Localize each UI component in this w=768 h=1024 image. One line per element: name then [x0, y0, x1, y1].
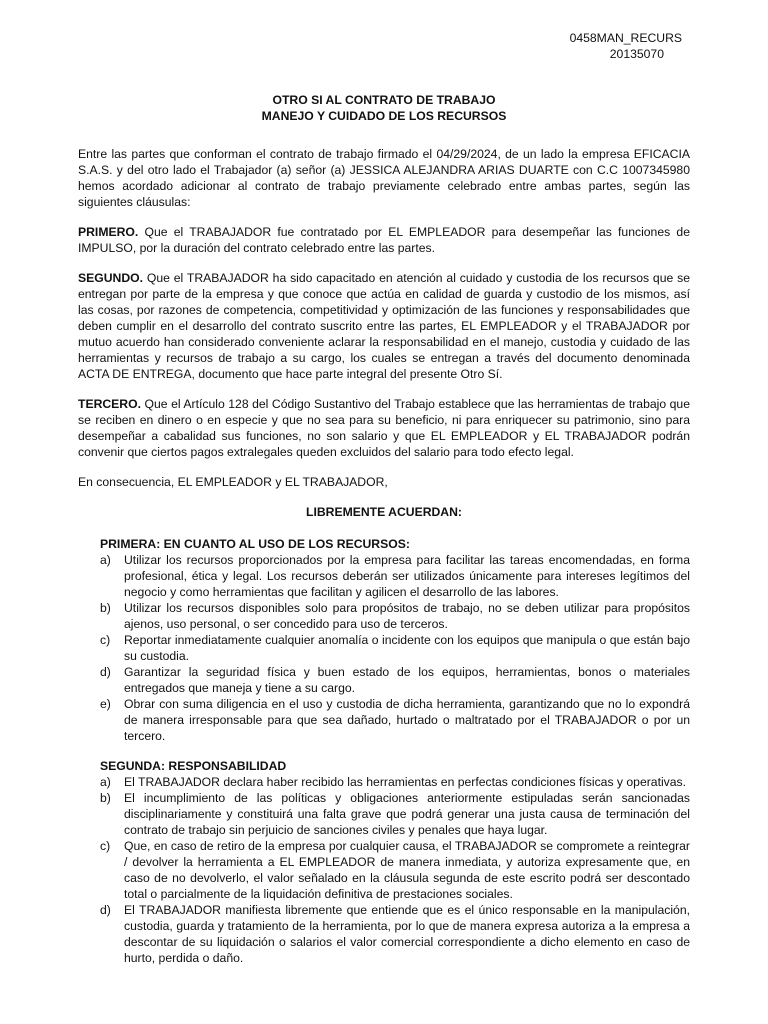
list-item-text: Obrar con suma diligencia en el uso y custodia de dicha herramienta, garantizando que no lo expondrá de manera irresponsable para que sea dañado, hurtado o maltratado por el TRABAJADOR o por un tercero.	[124, 697, 690, 743]
list-marker: d)	[100, 665, 111, 679]
list-marker: a)	[100, 553, 111, 567]
list-item	[100, 790, 690, 838]
list-marker: d)	[100, 903, 111, 917]
document-code-line-1: 0458MAN_RECURS	[569, 31, 682, 45]
clause-label: SEGUNDO.	[78, 271, 144, 285]
document-code-line-2: 20135070	[609, 47, 664, 61]
document-code	[78, 30, 690, 62]
clause-text: Que el TRABAJADOR fue contratado por EL EMPLEADOR para desempeñar las funciones de IMPULSO, por la duración del contrato celebrado entre las partes.	[78, 225, 690, 255]
list-item-text: Reportar inmediatamente cualquier anomalía o incidente con los equipos que manipula o que están bajo su custodia.	[124, 633, 690, 663]
list-item-text: El TRABAJADOR manifiesta libremente que entiende que es el único responsable en la manipulación, custodia, guarda y tratamiento de la herramienta, por lo que de manera expresa autoriza a la empresa a descontar de su liquidación o salarios el valor comercial correspondiente a dicho elemento en caso de hurto, perdida o daño.	[124, 903, 690, 965]
clause-label: PRIMERO.	[78, 225, 139, 239]
list-item	[100, 664, 690, 696]
list-item-text: El TRABAJADOR declara haber recibido las herramientas en perfectas condiciones físicas y operativas.	[124, 775, 687, 789]
list-item-text: Que, en caso de retiro de la empresa por cualquier causa, el TRABAJADOR se compromete a reintegrar / devolver la herramienta a EL EMPLEADOR de manera inmediata, y autoriza expresamente que, en caso de no devolverlo, el valor señalado en la cláusula segunda de este escrito podrá ser descontado total o parcialmente de la liquidación definitiva de prestaciones sociales.	[124, 839, 690, 901]
title-line-1: OTRO SI AL CONTRATO DE TRABAJO	[272, 93, 496, 107]
clause-text: Que el Artículo 128 del Código Sustantivo del Trabajo establece que las herramientas de trabajo que se reciben en dinero o en especie y que no sea para su beneficio, ni para enriquecer su patrimonio, sino para desempeñar a cabalidad sus funciones, no son salario y que EL EMPLEADOR y EL TRABAJADOR podrán convenir que ciertos pagos extralegales queden excluidos del salario para todo efecto legal.	[78, 397, 690, 459]
list-item-text: Utilizar los recursos proporcionados por la empresa para facilitar las tareas encomendadas, en forma profesional, ética y legal. Los recursos deberán ser utilizados únicamente para intereses legítimos del negocio y como herramientas que facilitan y agilicen el desarrollo de las labores.	[124, 553, 690, 599]
list-item	[100, 696, 690, 744]
list-marker: a)	[100, 775, 111, 789]
list-marker: c)	[100, 839, 111, 853]
list-marker: b)	[100, 601, 111, 615]
section-segunda	[78, 758, 690, 966]
list-item	[100, 600, 690, 632]
list-marker: b)	[100, 791, 111, 805]
clause-text: Que el TRABAJADOR ha sido capacitado en atención al cuidado y custodia de los recursos que se entregan por parte de la empresa y que conoce que actúa en calidad de guarda y custodio de los mismos, así las cosas, por razones de competencia, competitividad y optimización de las funciones y responsabilidades que deben cumplir en el desarrollo del contrato suscrito entre las partes, EL EMPLEADOR y el TRABAJADOR por mutuo acuerdo han considerado conveniente aclarar la responsabilidad en el manejo, custodia y cuidado de las herramientas y recursos de trabajo a su cargo, los cuales se entregan a través del documento denominada ACTA DE ENTREGA, documento que hace parte integral del presente Otro Sí.	[78, 271, 690, 381]
list-item-text: Garantizar la seguridad física y buen estado de los equipos, herramientas, bonos o materiales entregados que maneja y tiene a su cargo.	[124, 665, 690, 695]
section-heading: PRIMERA: EN CUANTO AL USO DE LOS RECURSOS:	[100, 537, 410, 551]
list-item	[100, 838, 690, 902]
section-heading: SEGUNDA: RESPONSABILIDAD	[100, 759, 287, 773]
list-item	[100, 552, 690, 600]
clause-tercero	[78, 396, 690, 460]
clause-segundo	[78, 270, 690, 382]
intro-paragraph: Entre las partes que conforman el contrato de trabajo firmado el 04/29/2024, de un lado la empresa EFICACIA S.A.S. y del otro lado el Trabajador (a) señor (a) JESSICA ALEJANDRA ARIAS DUARTE con C.C 1007345980 hemos acordado adicionar al contrato de trabajo previamente celebrado entre ambas partes, según las siguientes cláusulas:	[78, 147, 690, 209]
document-title	[78, 92, 690, 124]
clause-primero	[78, 224, 690, 256]
list-item	[100, 774, 690, 790]
title-line-2: MANEJO Y CUIDADO DE LOS RECURSOS	[261, 109, 507, 123]
list-item	[100, 632, 690, 664]
consequence-paragraph: En consecuencia, EL EMPLEADOR y EL TRABAJADOR,	[78, 475, 388, 489]
list-marker: e)	[100, 697, 111, 711]
list-item-text: Utilizar los recursos disponibles solo para propósitos de trabajo, no se deben utilizar para propósitos ajenos, uso personal, o ser concedido para uso de terceros.	[124, 601, 690, 631]
agreement-heading: LIBREMENTE ACUERDAN:	[306, 505, 462, 519]
list-item	[100, 902, 690, 966]
item-list	[100, 552, 690, 744]
clause-label: TERCERO.	[78, 397, 141, 411]
item-list	[100, 774, 690, 966]
section-primera	[78, 536, 690, 744]
list-item-text: El incumplimiento de las políticas y obligaciones anteriormente estipuladas serán sancionadas disciplinariamente y constituirá una falta grave que podrá generar una justa causa de terminación del contrato de trabajo sin perjuicio de sanciones civiles y penales que haya lugar.	[124, 791, 690, 837]
list-marker: c)	[100, 633, 111, 647]
